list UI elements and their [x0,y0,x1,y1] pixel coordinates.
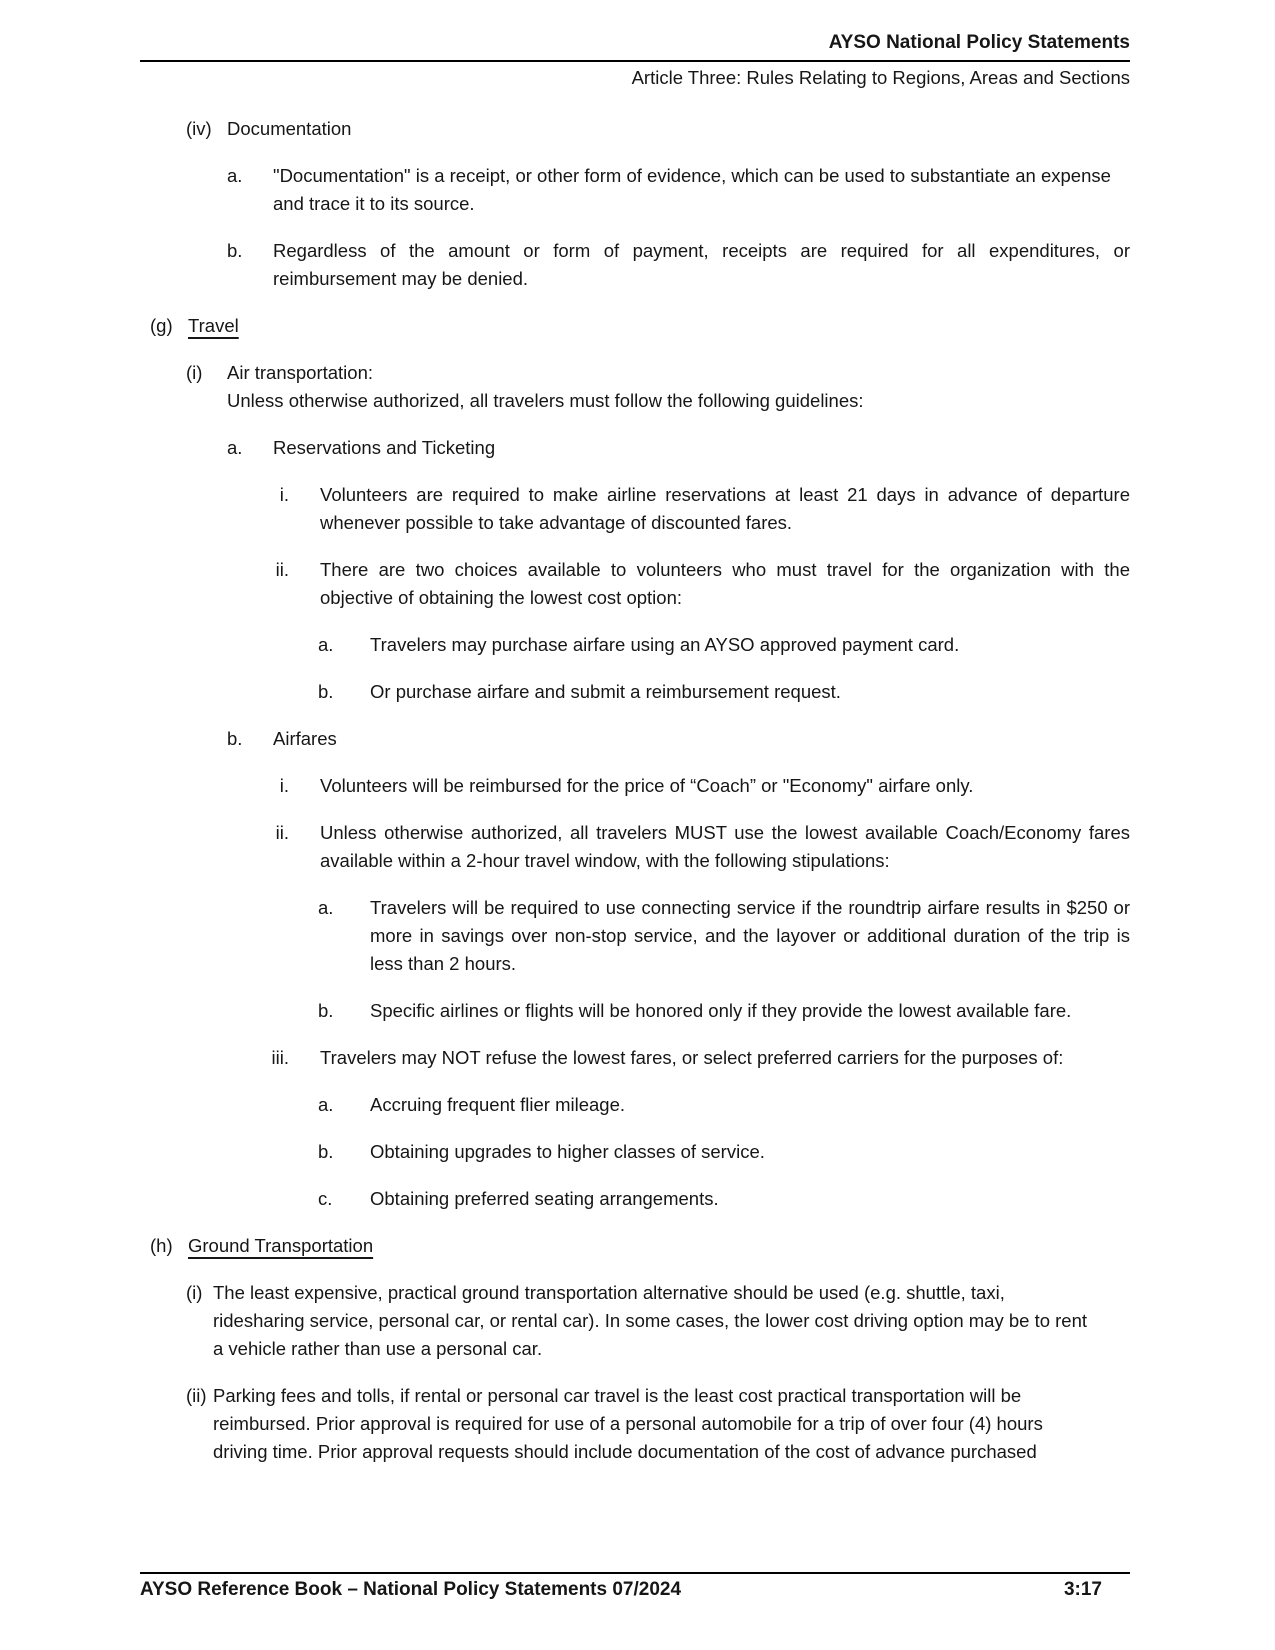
list-marker: (i) [186,1282,203,1303]
list-marker: a. [318,634,334,655]
list-item [0,1044,1130,1072]
list-item-text: Obtaining upgrades to higher classes of service. [370,1141,765,1162]
list-marker: b. [227,240,243,261]
list-item [0,1382,1130,1466]
footer-left: AYSO Reference Book – National Policy Statements 07/2024 [140,1579,682,1600]
list-item [0,312,1130,340]
list-item [0,1232,1130,1260]
list-item-text: Or purchase airfare and submit a reimbursement request. [370,681,841,702]
list-marker: i. [279,484,289,505]
list-item-text: Volunteers are required to make airline reservations at least 21 days in advance of departure whenever possible to take advantage of discounted fares. [320,484,1130,533]
list-item [0,678,1130,706]
list-item [0,162,1130,218]
list-marker: b. [318,681,334,702]
list-marker: (ii) [186,1385,207,1406]
footer-rule [140,1572,1130,1574]
list-item [0,631,1130,659]
footer-page-number: 3:17 [1063,1579,1102,1600]
list-item [0,115,1130,143]
list-item-text: Documentation [227,118,352,139]
list-item-text: Travelers may purchase airfare using an AYSO approved payment card. [370,634,960,655]
list-item-text: Regardless of the amount or form of payment, receipts are required for all expenditures, or reimbursement may be denied. [273,240,1130,289]
list-item-text: Obtaining preferred seating arrangements. [370,1188,719,1209]
list-item-text: Parking fees and tolls, if rental or personal car travel is the least cost practical transportation will be reimbursed. Prior approval is required for use of a personal automobile for a trip of over four (4) hours driving time. Prior approval requests should include documentation of the cost of advance purchased [213,1385,1043,1462]
list-marker: (h) [150,1235,173,1256]
list-item-text: The least expensive, practical ground transportation alternative should be used (e.g. shuttle, taxi, ridesharing service, personal car, or rental car). In some cases, the lower cost driving option may be to rent a vehicle rather than use a personal car. [213,1282,1088,1359]
list-marker: ii. [275,559,289,580]
list-marker: a. [318,897,334,918]
page-footer [0,1572,1275,1603]
list-item [0,434,1130,462]
list-item [0,1091,1130,1119]
list-item [0,1279,1130,1363]
document-body [0,115,1275,1466]
list-marker: a. [227,437,243,458]
list-item-text: Travelers may NOT refuse the lowest fares, or select preferred carriers for the purposes of: [320,1047,1064,1068]
header-rule [140,60,1130,62]
header-subtitle: Article Three: Rules Relating to Regions, Areas and Sections [631,67,1130,88]
list-item-text: Accruing frequent flier mileage. [370,1094,626,1115]
list-marker: i. [279,775,289,796]
list-marker: iii. [271,1047,289,1068]
list-item-text: Travel [188,315,239,336]
list-item-text: There are two choices available to volunteers who must travel for the organization with the objective of obtaining the lowest cost option: [320,559,1130,608]
list-item [0,481,1130,537]
list-marker: b. [318,1000,334,1021]
list-item [0,359,1130,415]
list-marker: ii. [275,822,289,843]
list-item-text: Specific airlines or flights will be honored only if they provide the lowest available fare. [370,1000,1072,1021]
list-item-text: Airfares [273,728,337,749]
list-item [0,772,1130,800]
list-marker: b. [318,1141,334,1162]
list-marker: (g) [150,315,173,336]
list-item [0,1185,1130,1213]
list-item-text: Unless otherwise authorized, all travelers MUST use the lowest available Coach/Economy fares available within a 2-hour travel window, with the following stipulations: [320,822,1130,871]
list-marker: (iv) [186,118,212,139]
list-item-text: Volunteers will be reimbursed for the price of “Coach” or "Economy" airfare only. [320,775,974,796]
list-item [0,1138,1130,1166]
list-item [0,556,1130,612]
list-marker: c. [318,1188,333,1209]
list-item [0,725,1130,753]
list-marker: (i) [186,362,203,383]
list-item-text: Travelers will be required to use connecting service if the roundtrip airfare results in $250 or more in savings over non-stop service, and the layover or additional duration of the trip is less than 2 hours. [370,897,1130,974]
list-item [0,237,1130,293]
list-item-text: Air transportation: Unless otherwise authorized, all travelers must follow the following guidelines: [227,362,864,411]
list-marker: a. [318,1094,334,1115]
list-item-text: Ground Transportation [188,1235,374,1256]
list-item [0,997,1130,1025]
list-item-text: "Documentation" is a receipt, or other form of evidence, which can be used to substantiate an expense and trace it to its source. [273,165,1111,214]
header-title: AYSO National Policy Statements [828,32,1130,53]
list-item [0,894,1130,978]
list-marker: b. [227,728,243,749]
list-item [0,819,1130,875]
list-marker: a. [227,165,243,186]
list-item-text: Reservations and Ticketing [273,437,496,458]
